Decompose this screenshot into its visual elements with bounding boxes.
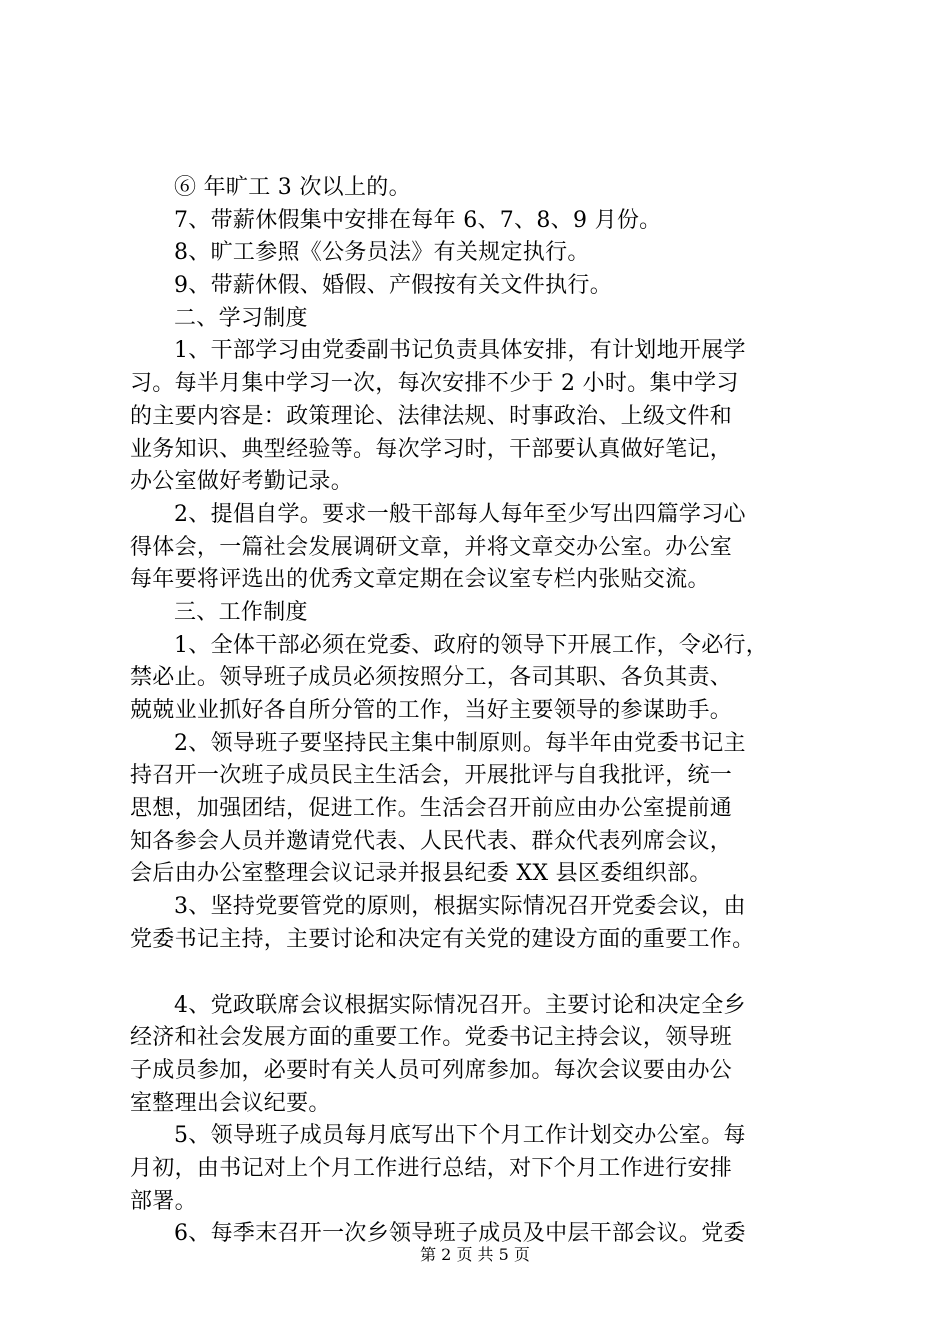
text-line: 1、干部学习由党委副书记负责具体安排，有计划地开展学 — [174, 338, 746, 364]
text-line: 7、带薪休假集中安排在每年 6、7、8、9 月份。 — [174, 207, 662, 233]
text-line: 2、领导班子要坚持民主集中制原则。每半年由党委书记主 — [174, 730, 746, 756]
text-line: 禁必止。领导班子成员必须按照分工，各司其职、各负其责、 — [130, 665, 733, 691]
text-line: 室整理出会议纪要。 — [130, 1090, 331, 1116]
text-line: 5、领导班子成员每月底写出下个月工作计划交办公室。每 — [174, 1123, 746, 1149]
text-line: 2、提倡自学。要求一般干部每人每年至少写出四篇学习心 — [174, 501, 746, 527]
text-line: 持召开一次班子成员民主生活会，开展批评与自我批评，统一 — [130, 763, 733, 789]
text-line: 6、每季末召开一次乡领导班子成员及中层干部会议。党委 — [174, 1221, 746, 1247]
page-footer: 第 2 页 共 5 页 — [420, 1245, 530, 1264]
paragraph-gap — [130, 957, 830, 990]
text-line: 思想，加强团结，促进工作。生活会召开前应由办公室提前通 — [130, 796, 733, 822]
text-line: 3、坚持党要管党的原则，根据实际情况召开党委会议，由 — [174, 894, 746, 920]
text-line: 党委书记主持，主要讨论和决定有关党的建设方面的重要工作。 — [130, 926, 755, 952]
text-line: 1、全体干部必须在党委、政府的领导下开展工作，令必行， — [174, 632, 769, 658]
text-line: 每年要将评选出的优秀文章定期在会议室专栏内张贴交流。 — [130, 567, 710, 593]
document-body — [130, 172, 830, 1251]
text-line: 经济和社会发展方面的重要工作。党委书记主持会议，领导班 — [130, 1025, 733, 1051]
text-line: ⑥ 年旷工 3 次以上的。 — [174, 175, 411, 200]
text-line: 8、旷工参照《公务员法》有关规定执行。 — [174, 240, 590, 266]
text-line: 业务知识、典型经验等。每次学习时，干部要认真做好笔记， — [130, 436, 733, 462]
text-line: 兢兢业业抓好各自所分管的工作，当好主要领导的参谋助手。 — [130, 698, 733, 723]
text-line: 子成员参加，必要时有关人员可列席参加。每次会议要由办公 — [130, 1057, 733, 1083]
text-line: 会后由办公室整理会议记录并报县纪委 XX 县区委组织部。 — [130, 861, 712, 887]
text-line: 4、党政联席会议根据实际情况召开。主要讨论和决定全乡 — [174, 992, 746, 1018]
text-line: 9、带薪休假、婚假、产假按有关文件执行。 — [174, 273, 612, 299]
text-line: 三、工作制度 — [174, 599, 308, 625]
text-line: 部署。 — [130, 1188, 197, 1214]
text-line: 的主要内容是：政策理论、法律法规、时事政治、上级文件和 — [130, 403, 733, 429]
text-line: 二、学习制度 — [174, 305, 308, 331]
text-line: 办公室做好考勤记录。 — [130, 469, 354, 495]
text-line: 知各参会人员并邀请党代表、人民代表、群众代表列席会议， — [130, 828, 733, 854]
text-line: 习。每半月集中学习一次，每次安排不少于 2 小时。集中学习 — [130, 371, 739, 397]
text-line: 得体会，一篇社会发展调研文章，并将文章交办公室。办公室 — [130, 534, 733, 560]
text-line: 月初，由书记对上个月工作进行总结，对下个月工作进行安排 — [130, 1155, 733, 1181]
